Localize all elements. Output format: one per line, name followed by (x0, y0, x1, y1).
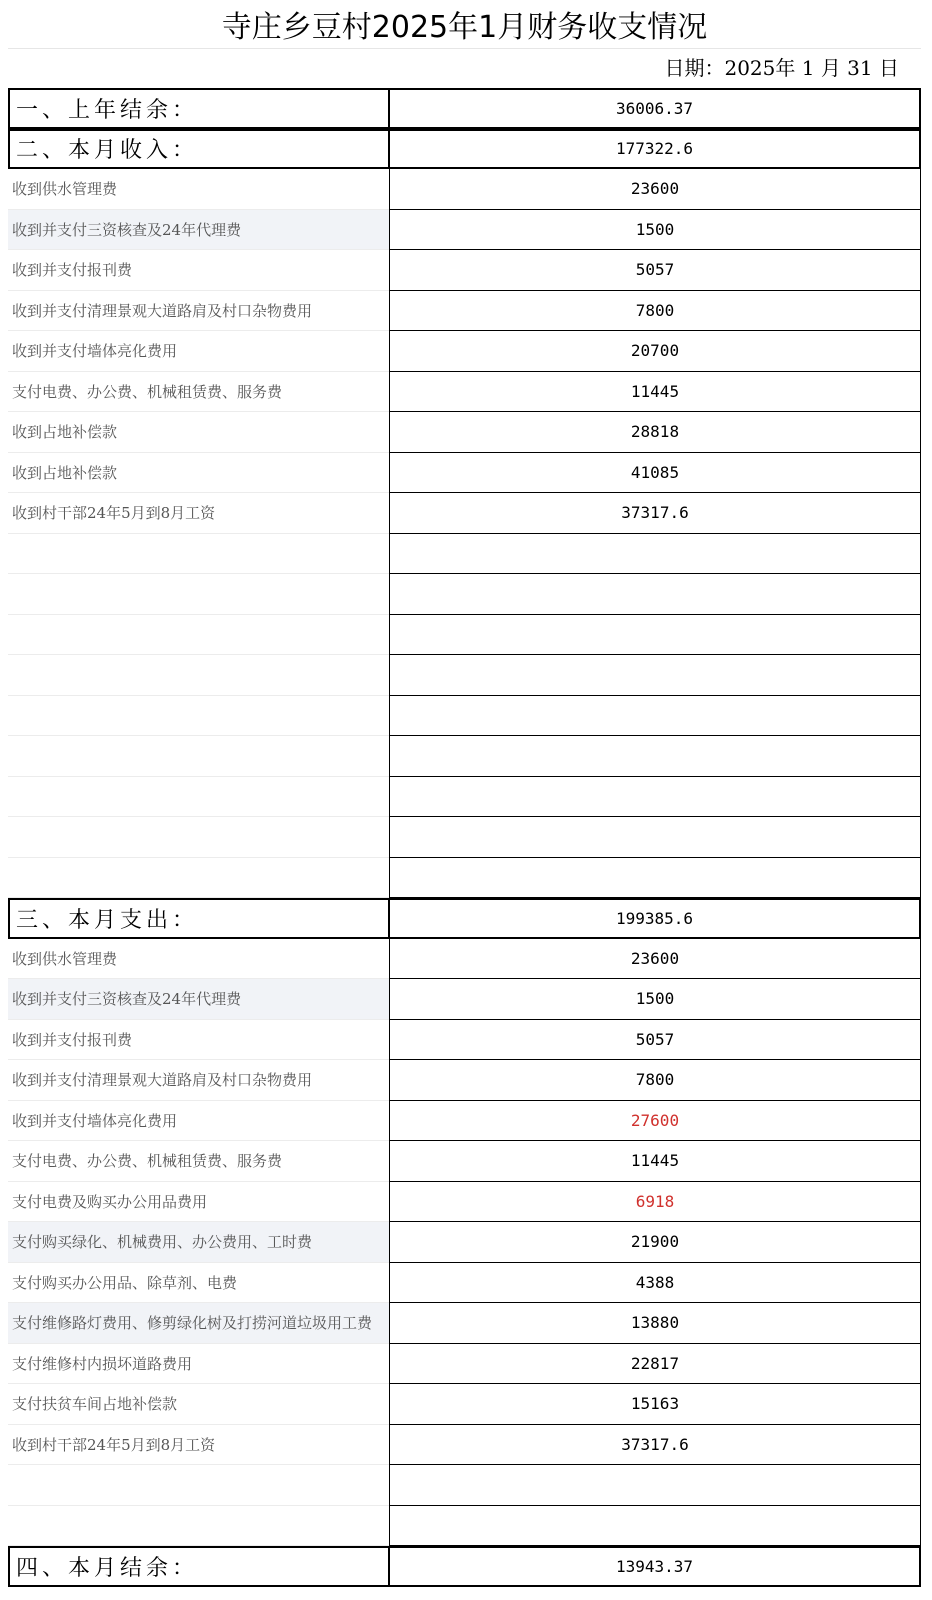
row-label: 收到供水管理费 (8, 169, 389, 210)
row-value (389, 777, 921, 818)
row-label: 支付电费、办公费、机械租赁费、服务费 (8, 1141, 389, 1182)
table-row (8, 736, 921, 777)
row-label: 收到并支付报刊费 (8, 250, 389, 291)
row-value: 7800 (389, 291, 921, 332)
section-row (8, 898, 921, 939)
row-value: 27600 (389, 1101, 921, 1142)
table-row (8, 372, 921, 413)
table-row (8, 291, 921, 332)
row-label: 收到供水管理费 (8, 939, 389, 980)
row-label (8, 534, 389, 575)
table-row (8, 777, 921, 818)
row-label: 支付购买办公用品、除草剂、电费 (8, 1263, 389, 1304)
row-value: 7800 (389, 1060, 921, 1101)
row-value (389, 615, 921, 656)
row-value: 15163 (389, 1384, 921, 1425)
row-value: 11445 (389, 372, 921, 413)
date-text: 日期：2025年 1 月 31 日 (664, 56, 899, 80)
row-label: 四、本月结余： (8, 1546, 389, 1587)
row-label (8, 655, 389, 696)
table-row (8, 696, 921, 737)
row-value: 4388 (389, 1263, 921, 1304)
row-value: 199385.6 (389, 898, 921, 939)
row-value: 41085 (389, 453, 921, 494)
row-value: 5057 (389, 1020, 921, 1061)
row-label (8, 1465, 389, 1506)
table-row (8, 1425, 921, 1466)
row-label (8, 817, 389, 858)
row-label: 收到占地补偿款 (8, 412, 389, 453)
row-label: 支付电费及购买办公用品费用 (8, 1182, 389, 1223)
row-label: 收到并支付清理景观大道路肩及村口杂物费用 (8, 1060, 389, 1101)
row-value: 13880 (389, 1303, 921, 1344)
section-row (8, 1546, 921, 1587)
row-label (8, 1506, 389, 1547)
row-label (8, 777, 389, 818)
row-label: 收到村干部24年5月到8月工资 (8, 493, 389, 534)
table-row (8, 817, 921, 858)
row-label: 收到并支付清理景观大道路肩及村口杂物费用 (8, 291, 389, 332)
section-row (8, 129, 921, 170)
table-row (8, 1101, 921, 1142)
table-row (8, 1506, 921, 1547)
report-date (8, 48, 921, 88)
row-label: 收到并支付三资核查及24年代理费 (8, 979, 389, 1020)
row-value: 28818 (389, 412, 921, 453)
row-label: 支付扶贫车间占地补偿款 (8, 1384, 389, 1425)
table-row (8, 615, 921, 656)
row-label (8, 858, 389, 899)
row-value (389, 1506, 921, 1547)
row-label: 收到并支付报刊费 (8, 1020, 389, 1061)
row-label: 支付维修路灯费用、修剪绿化树及打捞河道垃圾用工费 (8, 1303, 389, 1344)
row-label: 支付电费、办公费、机械租赁费、服务费 (8, 372, 389, 413)
row-value (389, 534, 921, 575)
row-label: 二、本月收入： (8, 129, 389, 170)
table-row (8, 1263, 921, 1304)
row-value: 177322.6 (389, 129, 921, 170)
row-label: 收到村干部24年5月到8月工资 (8, 1425, 389, 1466)
row-value (389, 1465, 921, 1506)
table-row (8, 979, 921, 1020)
table-row (8, 210, 921, 251)
table-row (8, 1344, 921, 1385)
row-label: 支付购买绿化、机械费用、办公费用、工时费 (8, 1222, 389, 1263)
table-row (8, 250, 921, 291)
row-label: 收到并支付墙体亮化费用 (8, 331, 389, 372)
row-value: 6918 (389, 1182, 921, 1223)
table-row (8, 574, 921, 615)
row-label: 收到并支付墙体亮化费用 (8, 1101, 389, 1142)
table-row (8, 1384, 921, 1425)
row-value (389, 696, 921, 737)
table-row (8, 169, 921, 210)
row-label (8, 615, 389, 656)
table-row (8, 493, 921, 534)
row-value: 20700 (389, 331, 921, 372)
row-label: 收到并支付三资核查及24年代理费 (8, 210, 389, 251)
row-label: 支付维修村内损坏道路费用 (8, 1344, 389, 1385)
table-row (8, 1303, 921, 1344)
row-value (389, 858, 921, 899)
table-row (8, 1182, 921, 1223)
table-row (8, 1060, 921, 1101)
table-row (8, 1465, 921, 1506)
row-value: 1500 (389, 210, 921, 251)
table-row (8, 1222, 921, 1263)
row-value: 5057 (389, 250, 921, 291)
row-label: 收到占地补偿款 (8, 453, 389, 494)
row-value (389, 817, 921, 858)
row-value (389, 736, 921, 777)
table-row (8, 331, 921, 372)
row-value: 23600 (389, 939, 921, 980)
row-label: 一、上年结余： (8, 88, 389, 129)
row-value (389, 655, 921, 696)
ledger-table (8, 88, 921, 1587)
row-value: 13943.37 (389, 1546, 921, 1587)
table-row (8, 655, 921, 696)
row-value (389, 574, 921, 615)
row-value: 1500 (389, 979, 921, 1020)
row-value: 37317.6 (389, 1425, 921, 1466)
row-value: 36006.37 (389, 88, 921, 129)
table-row (8, 858, 921, 899)
row-label: 三、本月支出： (8, 898, 389, 939)
row-value: 23600 (389, 169, 921, 210)
row-value: 11445 (389, 1141, 921, 1182)
row-label (8, 736, 389, 777)
report-title: 寺庄乡豆村2025年1月财务收支情况 (8, 8, 921, 49)
row-value: 21900 (389, 1222, 921, 1263)
row-value: 37317.6 (389, 493, 921, 534)
section-row (8, 88, 921, 129)
row-value: 22817 (389, 1344, 921, 1385)
row-label (8, 574, 389, 615)
table-row (8, 534, 921, 575)
table-row (8, 1020, 921, 1061)
table-row (8, 1141, 921, 1182)
row-label (8, 696, 389, 737)
table-row (8, 939, 921, 980)
table-row (8, 412, 921, 453)
table-row (8, 453, 921, 494)
